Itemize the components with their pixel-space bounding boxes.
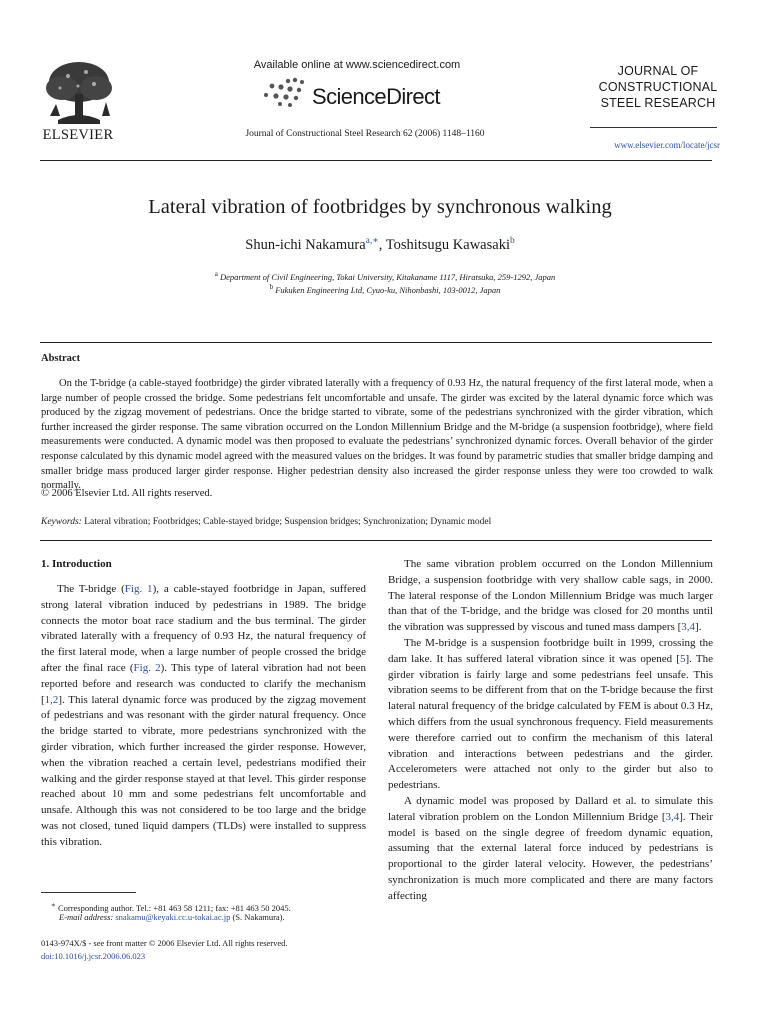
doi-link[interactable]: doi:10.1016/j.jcsr.2006.06.023 xyxy=(41,951,146,961)
footnote-star: ∗ xyxy=(51,901,56,909)
citation-link[interactable]: 3,4 xyxy=(681,621,696,634)
abstract-bottom-divider xyxy=(40,540,712,541)
sciencedirect-wordmark: ScienceDirect xyxy=(312,84,440,109)
citation-link[interactable]: Fig. 1 xyxy=(124,583,153,595)
paragraph-text: ]. The girder vibration is fairly large and some pedestrians feel unsafe. This vibration seems to be different from that on the T-bridge because the first lateral natural frequency of the bridge calculated by FEM is about 0.3 Hz, which differs from the usual synchronous frequency. Field measurements were therefore carried out to confirm the mechanism of this lateral vibration and interactions between pedestrians and the girder. Accelerometers were attached not only to the girder but also to pedestrians. xyxy=(388,652,713,792)
paragraph-text: The same vibration problem occurred on the London Millennium Bridge, a suspension footbridge with very shallow cable sags, in 2000. The lateral response of the London Millennium Bridge was much larger than that of the T-bridge, and the bridge was closed for 20 months until the vibration was suppressed by viscous and tuned mass dampers [ xyxy=(388,558,713,634)
paragraph-text: A dynamic model was proposed by Dallard et al. to simulate this lateral vibration problem on the London Millennium Bridge [ xyxy=(388,794,713,823)
front-matter-line: 0143-974X/$ - see front matter © 2006 Elsevier Ltd. All rights reserved. xyxy=(41,938,288,948)
body-paragraph xyxy=(388,636,713,794)
journal-title-line: JOURNAL OF xyxy=(617,64,699,78)
affiliation xyxy=(40,270,730,282)
email-suffix: (S. Nakamura). xyxy=(230,912,285,922)
available-online-text[interactable]: Available online at www.sciencedirect.com xyxy=(253,59,461,71)
keywords-label: Keywords: xyxy=(41,517,82,527)
footnote-text: Corresponding author. Tel.: +81 463 58 1211; fax: +81 463 50 2045. xyxy=(57,902,291,913)
affiliation-text: Department of Civil Engineering, Tokai University, Kitakaname 1117, Hiratsuka, 259-1292, Japan xyxy=(219,272,556,282)
publisher-name: ELSEVIER xyxy=(42,127,114,143)
paragraph-text: The M-bridge is a suspension footbridge built in 1999, crossing the dam lake. It has suffered lateral vibration since it was opened [ xyxy=(388,636,713,665)
author-affiliation-mark[interactable]: b xyxy=(509,236,515,246)
body-paragraph xyxy=(388,794,713,905)
affiliation-text: Fukuken Engineering Ltd, Cyuo-ku, Nihonbashi, 103-0012, Japan xyxy=(275,285,501,295)
abstract-body xyxy=(41,377,713,494)
header-divider xyxy=(40,160,712,161)
citation-link[interactable]: 1,2 xyxy=(44,693,59,706)
abstract-heading: Abstract xyxy=(41,353,81,364)
journal-title xyxy=(588,63,728,111)
paragraph-text: ]. Their model is based on the single degree of freedom dynamic equation, assuming that the external lateral force induced by pedestrians is proportional to the girder lateral velocity. However, the pedestrians’ synchronization is much more complicated and there are many factors affecting xyxy=(388,810,713,902)
email-label: E-mail address: xyxy=(59,912,114,922)
abstract-copyright: © 2006 Elsevier Ltd. All rights reserved. xyxy=(41,488,213,499)
journal-title-divider xyxy=(590,127,717,128)
article-title: Lateral vibration of footbridges by synchronous walking xyxy=(148,196,612,218)
paragraph-text: ), a cable-stayed footbridge in Japan, suffered strong lateral vibration induced by pedestrians in 1989. The bridge connects the motor boat race stadium and the bus terminal. The girder vibrated laterally with a frequency of 0.93 Hz, the natural frequency of the first lateral mode, when a large number of people crossed the bridge after the final race ( xyxy=(41,583,366,674)
abstract-top-divider xyxy=(40,342,712,343)
journal-title-line: CONSTRUCTIONAL xyxy=(598,80,718,94)
affiliation-mark: b xyxy=(269,283,274,291)
journal-reference: Journal of Constructional Steel Research 62 (2006) 1148–1160 xyxy=(245,129,485,139)
paragraph-text: The T-bridge ( xyxy=(57,583,125,595)
column-right xyxy=(388,557,713,905)
abstract-paragraph: On the T-bridge (a cable-stayed footbridge) the girder vibrated laterally with a frequency of 0.93 Hz, the natural frequency of the first lateral mode, when a large number of people crossed the bridge. Some pedestrians felt uncomfortable and unsafe. The girder was excited by the lateral dynamic force which was produced by the zigzag movement of pedestrians. Once the bridge started to vibrate, some of the pedestrians synchronized with the girder vibration, which further increased the girder response. The same vibration occurred on the London Millennium Bridge and the M-bridge (a suspension footbridge), where field measurements were conducted. A dynamic model was then proposed to evaluate the pedestrians’ synchronized dynamic forces. Overall behavior of the girder response calculated by this dynamic model agreed with the measured values on the bridges. It was found by parametric studies that smaller bridge damping and smaller bridge mass produced larger girder response. Higher pedestrian density also increased the girder response unless they were too crowded to walk normally. xyxy=(41,378,713,492)
section-heading: 1. Introduction xyxy=(41,558,112,570)
email-link[interactable]: snakamu@keyaki.cc.u-tokai.ac.jp xyxy=(115,912,231,922)
paragraph-text: ]. xyxy=(695,621,702,634)
author-name: Toshitsugu Kawasaki xyxy=(385,237,510,253)
footnote-divider xyxy=(41,892,136,893)
keywords xyxy=(41,517,721,527)
body-paragraph xyxy=(41,582,366,851)
paragraph-text: ]. This lateral dynamic force was produced by the zigzag movement of pedestrians and was resonant with the girder natural frequency. Once the bridge started to vibrate, more pedestrians synchronized with the girder vibration, which further increased the girder response. However, when the vibration reached a certain level, pedestrians modified their walking and the girder response stayed at that level. This girder response reached about 10 mm and some pedestrians felt uncomfortable and unsafe. Although this was not considered to be too large and the bridge was not closed, tuned liquid dampers (TLDs) were installed to suppress this vibration. xyxy=(41,693,366,848)
keywords-list: Lateral vibration; Footbridges; Cable-stayed bridge; Suspension bridges; Synchronization; Dynamic model xyxy=(84,517,492,527)
footnote-email xyxy=(41,911,389,923)
citation-link[interactable]: Fig. 2 xyxy=(133,661,161,674)
affiliation-mark: a xyxy=(214,270,218,278)
citation-link[interactable]: 3,4 xyxy=(665,810,680,823)
body-paragraph xyxy=(388,557,713,636)
journal-title-line: STEEL RESEARCH xyxy=(600,96,716,110)
author-name: Shun-ichi Nakamura xyxy=(245,237,366,253)
affiliation xyxy=(40,283,730,295)
citation-link[interactable]: 5 xyxy=(679,652,686,665)
author-list xyxy=(40,235,720,254)
paragraph-text: ). This type of lateral vibration had not been reported before and research was conducted to clarify the mechanism [ xyxy=(41,661,366,706)
author-separator: , xyxy=(378,237,386,253)
author-affiliation-mark[interactable]: a,∗ xyxy=(365,236,379,246)
journal-url-link[interactable]: www.elsevier.com/locate/jcsr xyxy=(614,140,720,150)
elsevier-tree-logo xyxy=(38,58,120,128)
column-left xyxy=(41,582,366,851)
